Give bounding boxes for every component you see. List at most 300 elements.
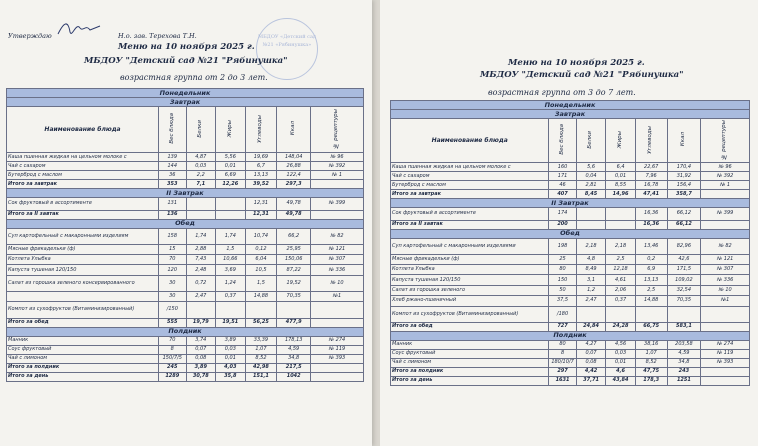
weight-cell: 198 — [549, 238, 576, 254]
fat-cell — [606, 306, 636, 322]
kcal-cell: 148,04 — [277, 153, 311, 162]
recipe-cell: №1 — [701, 296, 750, 306]
protein-cell: 2,48 — [186, 265, 216, 275]
dish-row — [391, 285, 750, 295]
dish-name: Чай с лимоном — [7, 354, 159, 363]
protein-cell: 2,47 — [576, 296, 606, 306]
protein-cell: 7,43 — [186, 255, 216, 265]
protein-cell: 0,72 — [186, 275, 216, 291]
dish-name: Чай с сахаром — [391, 172, 549, 181]
recipe-cell: № 392 — [311, 162, 364, 171]
weight-cell: 1289 — [159, 372, 186, 381]
protein-cell: 2,18 — [576, 238, 606, 254]
weight-cell: 150/7/5 — [159, 354, 186, 363]
column-header-label: Белки — [587, 130, 594, 149]
carbs-cell: 8,52 — [245, 354, 277, 363]
carbs-cell: 1,07 — [245, 345, 277, 354]
column-header-name — [7, 107, 159, 153]
kcal-cell: 34,8 — [277, 354, 311, 363]
dish-name: Компот из сухофруктов (Витаминизированный) — [7, 302, 159, 318]
recipe-cell — [311, 210, 364, 219]
kcal-cell: 32,54 — [667, 285, 701, 295]
left-menu-table — [6, 88, 364, 382]
recipe-cell — [701, 376, 750, 385]
fat-cell: 6,69 — [216, 171, 246, 180]
total-row — [7, 180, 364, 189]
weight-cell: 30 — [159, 292, 186, 302]
recipe-cell: № 307 — [701, 265, 750, 275]
dish-name: Компот из сухофруктов (Витаминизированный) — [391, 306, 549, 322]
kcal-cell: 87,22 — [277, 265, 311, 275]
dish-name: Суп картофельный с макаронными изделиями — [391, 238, 549, 254]
column-header-label: Ккал — [289, 121, 296, 136]
column-header-label: Жиры — [616, 130, 623, 149]
total-row — [391, 190, 750, 199]
weight-cell: 50 — [549, 285, 576, 295]
carbs-cell: 13,13 — [635, 275, 667, 285]
weight-cell: 120 — [159, 265, 186, 275]
dish-name: Котлета Улыбка — [391, 265, 549, 275]
dish-row — [7, 228, 364, 244]
section-band — [391, 101, 750, 110]
weight-cell: 15 — [159, 244, 186, 254]
dish-name: Мясные фрикадельки (ф) — [391, 254, 549, 264]
weight-cell: 150 — [549, 275, 576, 285]
carbs-cell: 39,52 — [245, 180, 277, 189]
dish-name: Мясные фрикадельки (ф) — [7, 244, 159, 254]
kcal-cell: 4,59 — [667, 349, 701, 358]
section-title: Понедельник — [7, 89, 364, 98]
kcal-cell: 42,6 — [667, 254, 701, 264]
carbs-cell: 0,2 — [635, 254, 667, 264]
dish-row — [391, 238, 750, 254]
recipe-cell — [311, 180, 364, 189]
column-header-label: № рецептуры — [721, 119, 728, 160]
protein-cell: 2,2 — [186, 171, 216, 180]
carbs-cell: 12,31 — [245, 198, 277, 211]
weight-cell: 136 — [159, 210, 186, 219]
kcal-cell: 122,4 — [277, 171, 311, 180]
kcal-cell: 156,4 — [667, 181, 701, 190]
total-row — [7, 318, 364, 327]
total-label: Итого за обед — [7, 318, 159, 327]
kcal-cell: 49,78 — [277, 210, 311, 219]
protein-cell — [186, 210, 216, 219]
dish-name: Котлета Улыбка — [7, 255, 159, 265]
dish-row — [7, 275, 364, 291]
weight-cell: 174 — [549, 208, 576, 221]
recipe-cell: № 274 — [311, 336, 364, 345]
section-title: Завтрак — [7, 98, 364, 107]
protein-cell: 0,07 — [576, 349, 606, 358]
recipe-cell — [701, 306, 750, 322]
kcal-cell: 217,5 — [277, 363, 311, 372]
fat-cell — [606, 208, 636, 221]
kcal-cell: 1042 — [277, 372, 311, 381]
fat-cell: 2,5 — [606, 254, 636, 264]
weight-cell: 8 — [159, 345, 186, 354]
fat-cell: 4,03 — [216, 363, 246, 372]
dish-row — [391, 254, 750, 264]
kcal-cell — [667, 306, 701, 322]
carbs-cell: 66,75 — [635, 322, 667, 331]
column-header-name — [391, 119, 549, 163]
kcal-cell: 49,78 — [277, 198, 311, 211]
carbs-cell: 47,75 — [635, 367, 667, 376]
dish-name: Соус фруктовый — [391, 349, 549, 358]
section-band — [391, 110, 750, 119]
protein-cell: 5,6 — [576, 163, 606, 172]
kcal-cell: 82,96 — [667, 238, 701, 254]
kcal-cell: 109,02 — [667, 275, 701, 285]
right-menu-page — [380, 0, 758, 446]
section-title: Обед — [391, 229, 750, 238]
dish-row — [391, 340, 750, 349]
recipe-cell: № 336 — [701, 275, 750, 285]
carbs-cell: 38,16 — [635, 340, 667, 349]
recipe-cell: № 96 — [701, 163, 750, 172]
fat-cell: 24,28 — [606, 322, 636, 331]
section-title: II Завтрак — [7, 189, 364, 198]
recipe-cell — [311, 372, 364, 381]
protein-cell: 3,74 — [186, 336, 216, 345]
kcal-cell — [277, 302, 311, 318]
left-menu-page — [0, 0, 372, 446]
section-band — [7, 98, 364, 107]
recipe-cell: №1 — [311, 292, 364, 302]
weight-cell: 144 — [159, 162, 186, 171]
kcal-cell: 170,4 — [667, 163, 701, 172]
recipe-cell: № 82 — [701, 238, 750, 254]
dish-name: Сок фруктовый в ассортименте — [391, 208, 549, 221]
weight-cell: 727 — [549, 322, 576, 331]
dish-name: Салат из горошка зеленого — [391, 285, 549, 295]
column-header-label: Наименование блюда — [431, 136, 508, 144]
kcal-cell: 26,88 — [277, 162, 311, 171]
carbs-cell: 19,69 — [245, 153, 277, 162]
fat-cell: 12,26 — [216, 180, 246, 189]
column-header-weight — [159, 107, 186, 153]
fat-cell: 43,84 — [606, 376, 636, 385]
fat-cell: 2,06 — [606, 285, 636, 295]
total-label: Итого за полдник — [391, 367, 549, 376]
dish-row — [7, 198, 364, 211]
kcal-cell: 19,52 — [277, 275, 311, 291]
dish-name: Каша пшенная жидкая на цельном молоке с — [391, 163, 549, 172]
protein-cell: 2,81 — [576, 181, 606, 190]
protein-cell: 0,08 — [576, 358, 606, 367]
dish-row — [7, 345, 364, 354]
weight-cell: 46 — [549, 181, 576, 190]
column-header-kcal — [277, 107, 311, 153]
weight-cell: 245 — [159, 363, 186, 372]
total-label: Итого за завтрак — [391, 190, 549, 199]
weight-cell: 160 — [549, 163, 576, 172]
protein-cell: 4,87 — [186, 153, 216, 162]
weight-cell: 30 — [159, 275, 186, 291]
carbs-cell: 151,1 — [245, 372, 277, 381]
weight-cell: 353 — [159, 180, 186, 189]
age-group-title: возрастная группа от 2 до 3 лет. — [120, 73, 268, 82]
dish-row — [7, 255, 364, 265]
protein-cell: 8,45 — [576, 190, 606, 199]
fat-cell: 19,51 — [216, 318, 246, 327]
kcal-cell: 66,12 — [667, 220, 701, 229]
total-label: Итого за завтрак — [7, 180, 159, 189]
weight-cell: 80 — [549, 265, 576, 275]
stamp-text: МБДОУ «Детский сад №21 «Рябинушка» — [257, 34, 317, 48]
carbs-cell: 47,41 — [635, 190, 667, 199]
dish-row — [391, 172, 750, 181]
dish-name: Бутерброд с маслом — [391, 181, 549, 190]
weight-cell: 25 — [549, 254, 576, 264]
carbs-cell: 6,7 — [245, 162, 277, 171]
protein-cell: 0,08 — [186, 354, 216, 363]
dish-row — [391, 265, 750, 275]
carbs-cell: 16,78 — [635, 181, 667, 190]
total-row — [391, 220, 750, 229]
protein-cell: 3,89 — [186, 363, 216, 372]
menu-date-title: Меню на 10 ноября 2025 г. — [508, 58, 645, 68]
kcal-cell: 150,06 — [277, 255, 311, 265]
section-band — [7, 219, 364, 228]
carbs-cell: 22,67 — [635, 163, 667, 172]
dish-row — [7, 244, 364, 254]
total-label: Итого за день — [391, 376, 549, 385]
carbs-cell: 178,3 — [635, 376, 667, 385]
weight-cell: 297 — [549, 367, 576, 376]
dish-name: Чай с лимоном — [391, 358, 549, 367]
total-label: Итого за II завтак — [7, 210, 159, 219]
recipe-cell: № 399 — [701, 208, 750, 221]
column-header-carbs — [245, 107, 277, 153]
fat-cell: 0,01 — [216, 354, 246, 363]
fat-cell: 6,4 — [606, 163, 636, 172]
dish-name: Капуста тушеная 120/150 — [7, 265, 159, 275]
dish-row — [7, 292, 364, 302]
menu-date-title: Меню на 10 ноября 2025 г. — [118, 42, 255, 52]
protein-cell — [186, 302, 216, 318]
recipe-cell — [701, 220, 750, 229]
dish-row — [7, 265, 364, 275]
recipe-cell — [701, 367, 750, 376]
dish-name: Манник — [391, 340, 549, 349]
dish-name: Суп картофельный с макаронными изделиям — [7, 228, 159, 244]
column-header-label: Наименование блюда — [44, 125, 121, 133]
total-row — [7, 210, 364, 219]
protein-cell: 3,1 — [576, 275, 606, 285]
fat-cell: 3,69 — [216, 265, 246, 275]
weight-cell: 407 — [549, 190, 576, 199]
recipe-cell — [701, 322, 750, 331]
recipe-cell: № 399 — [311, 198, 364, 211]
kcal-cell: 583,1 — [667, 322, 701, 331]
weight-cell: 36 — [159, 171, 186, 180]
recipe-cell: № 82 — [311, 228, 364, 244]
fat-cell: 4,61 — [606, 275, 636, 285]
kcal-cell: 66,2 — [277, 228, 311, 244]
recipe-cell: № 10 — [311, 275, 364, 291]
age-group-title: возрастная группа от 3 до 7 лет. — [488, 88, 636, 97]
protein-cell: 2,47 — [186, 292, 216, 302]
kcal-cell: 1251 — [667, 376, 701, 385]
fat-cell: 0,37 — [606, 296, 636, 306]
section-title: Обед — [7, 219, 364, 228]
kcal-cell: 178,13 — [277, 336, 311, 345]
total-row — [391, 322, 750, 331]
protein-cell: 4,8 — [576, 254, 606, 264]
weight-cell: 8 — [549, 349, 576, 358]
column-header-label: № рецептуры — [333, 108, 340, 149]
recipe-cell — [311, 318, 364, 327]
column-header-label: Вес блюда — [168, 113, 175, 144]
carbs-cell: 0,12 — [245, 244, 277, 254]
kcal-cell: 171,5 — [667, 265, 701, 275]
section-title: II Завтрак — [391, 199, 750, 208]
recipe-cell: № 119 — [311, 345, 364, 354]
weight-cell: 131 — [159, 198, 186, 211]
fat-cell — [216, 302, 246, 318]
dish-name: Салат из горошка зеленого консервированного — [7, 275, 159, 291]
weight-cell: 158 — [159, 228, 186, 244]
recipe-cell: № 1 — [311, 171, 364, 180]
column-header-protein — [186, 107, 216, 153]
fat-cell: 1,5 — [216, 244, 246, 254]
dish-row — [391, 306, 750, 322]
protein-cell: 4,27 — [576, 340, 606, 349]
org-title: МБДОУ "Детский сад №21 "Рябинушка" — [480, 70, 684, 80]
carbs-cell: 16,36 — [635, 208, 667, 221]
protein-cell — [576, 208, 606, 221]
dish-row — [7, 153, 364, 162]
protein-cell — [186, 198, 216, 211]
column-header-row — [7, 107, 364, 153]
protein-cell: 0,03 — [186, 162, 216, 171]
dish-row — [391, 358, 750, 367]
carbs-cell — [245, 302, 277, 318]
dish-name: Капуста тушеная 120/150 — [391, 275, 549, 285]
dish-name — [7, 292, 159, 302]
fat-cell — [606, 220, 636, 229]
fat-cell: 0,03 — [606, 349, 636, 358]
column-header-protein — [576, 119, 606, 163]
column-header-label: Углеводы — [647, 125, 654, 154]
carbs-cell: 7,96 — [635, 172, 667, 181]
section-title: Полдник — [391, 331, 750, 340]
column-header-carbs — [635, 119, 667, 163]
weight-cell: 80 — [549, 340, 576, 349]
dish-name: Соус фруктовый — [7, 345, 159, 354]
carbs-cell: 33,39 — [245, 336, 277, 345]
carbs-cell — [635, 306, 667, 322]
dish-row — [7, 336, 364, 345]
carbs-cell: 2,5 — [635, 285, 667, 295]
carbs-cell: 14,88 — [635, 296, 667, 306]
total-label: Итого за II завтак — [391, 220, 549, 229]
carbs-cell: 6,04 — [245, 255, 277, 265]
fat-cell: 0,01 — [606, 172, 636, 181]
section-band — [7, 189, 364, 198]
dish-row — [7, 171, 364, 180]
fat-cell: 0,01 — [216, 162, 246, 171]
recipe-cell: № 10 — [701, 285, 750, 295]
protein-cell: 8,49 — [576, 265, 606, 275]
fat-cell: 0,01 — [606, 358, 636, 367]
fat-cell: 4,56 — [606, 340, 636, 349]
fat-cell: 10,66 — [216, 255, 246, 265]
protein-cell: 2,88 — [186, 244, 216, 254]
kcal-cell: 4,59 — [277, 345, 311, 354]
recipe-cell: № 119 — [701, 349, 750, 358]
weight-cell: 37,5 — [549, 296, 576, 306]
recipe-cell: № 392 — [701, 172, 750, 181]
recipe-cell: № 393 — [311, 354, 364, 363]
fat-cell — [216, 210, 246, 219]
fat-cell: 2,18 — [606, 238, 636, 254]
total-row — [391, 376, 750, 385]
section-title: Завтрак — [391, 110, 750, 119]
recipe-cell — [311, 363, 364, 372]
director-name: Н.о. зав. Терехова Т.Н. — [118, 32, 197, 40]
right-menu-table — [390, 100, 750, 386]
recipe-cell: № 336 — [311, 265, 364, 275]
carbs-cell: 8,52 — [635, 358, 667, 367]
kcal-cell: 358,7 — [667, 190, 701, 199]
organization-stamp — [256, 18, 318, 80]
carbs-cell: 1,07 — [635, 349, 667, 358]
carbs-cell: 6,9 — [635, 265, 667, 275]
protein-cell: 0,07 — [186, 345, 216, 354]
kcal-cell: 477,9 — [277, 318, 311, 327]
kcal-cell: 203,58 — [667, 340, 701, 349]
protein-cell — [576, 306, 606, 322]
total-row — [7, 372, 364, 381]
fat-cell: 12,18 — [606, 265, 636, 275]
fat-cell: 3,89 — [216, 336, 246, 345]
column-header-weight — [549, 119, 576, 163]
dish-name: Чай с сахаром — [7, 162, 159, 171]
fat-cell: 8,55 — [606, 181, 636, 190]
kcal-cell: 70,35 — [277, 292, 311, 302]
section-title: Понедельник — [391, 101, 750, 110]
protein-cell: 30,78 — [186, 372, 216, 381]
recipe-cell — [701, 190, 750, 199]
recipe-cell: № 121 — [701, 254, 750, 264]
fat-cell — [216, 198, 246, 211]
dish-row — [391, 208, 750, 221]
column-header-row — [391, 119, 750, 163]
column-header-kcal — [667, 119, 701, 163]
fat-cell: 0,03 — [216, 345, 246, 354]
dish-row — [391, 275, 750, 285]
recipe-cell: № 274 — [701, 340, 750, 349]
kcal-cell: 31,92 — [667, 172, 701, 181]
carbs-cell: 42,98 — [245, 363, 277, 372]
kcal-cell: 66,12 — [667, 208, 701, 221]
column-header-label: Белки — [197, 119, 204, 138]
dish-name: Каша пшенная жидкая на цельном молоке с — [7, 153, 159, 162]
dish-row — [391, 349, 750, 358]
recipe-cell: № 393 — [701, 358, 750, 367]
carbs-cell: 16,36 — [635, 220, 667, 229]
total-row — [391, 367, 750, 376]
total-label: Итого за полдник — [7, 363, 159, 372]
weight-cell: 200 — [549, 220, 576, 229]
carbs-cell: 12,31 — [245, 210, 277, 219]
section-title: Полдник — [7, 327, 364, 336]
protein-cell — [576, 220, 606, 229]
fat-cell: 1,24 — [216, 275, 246, 291]
